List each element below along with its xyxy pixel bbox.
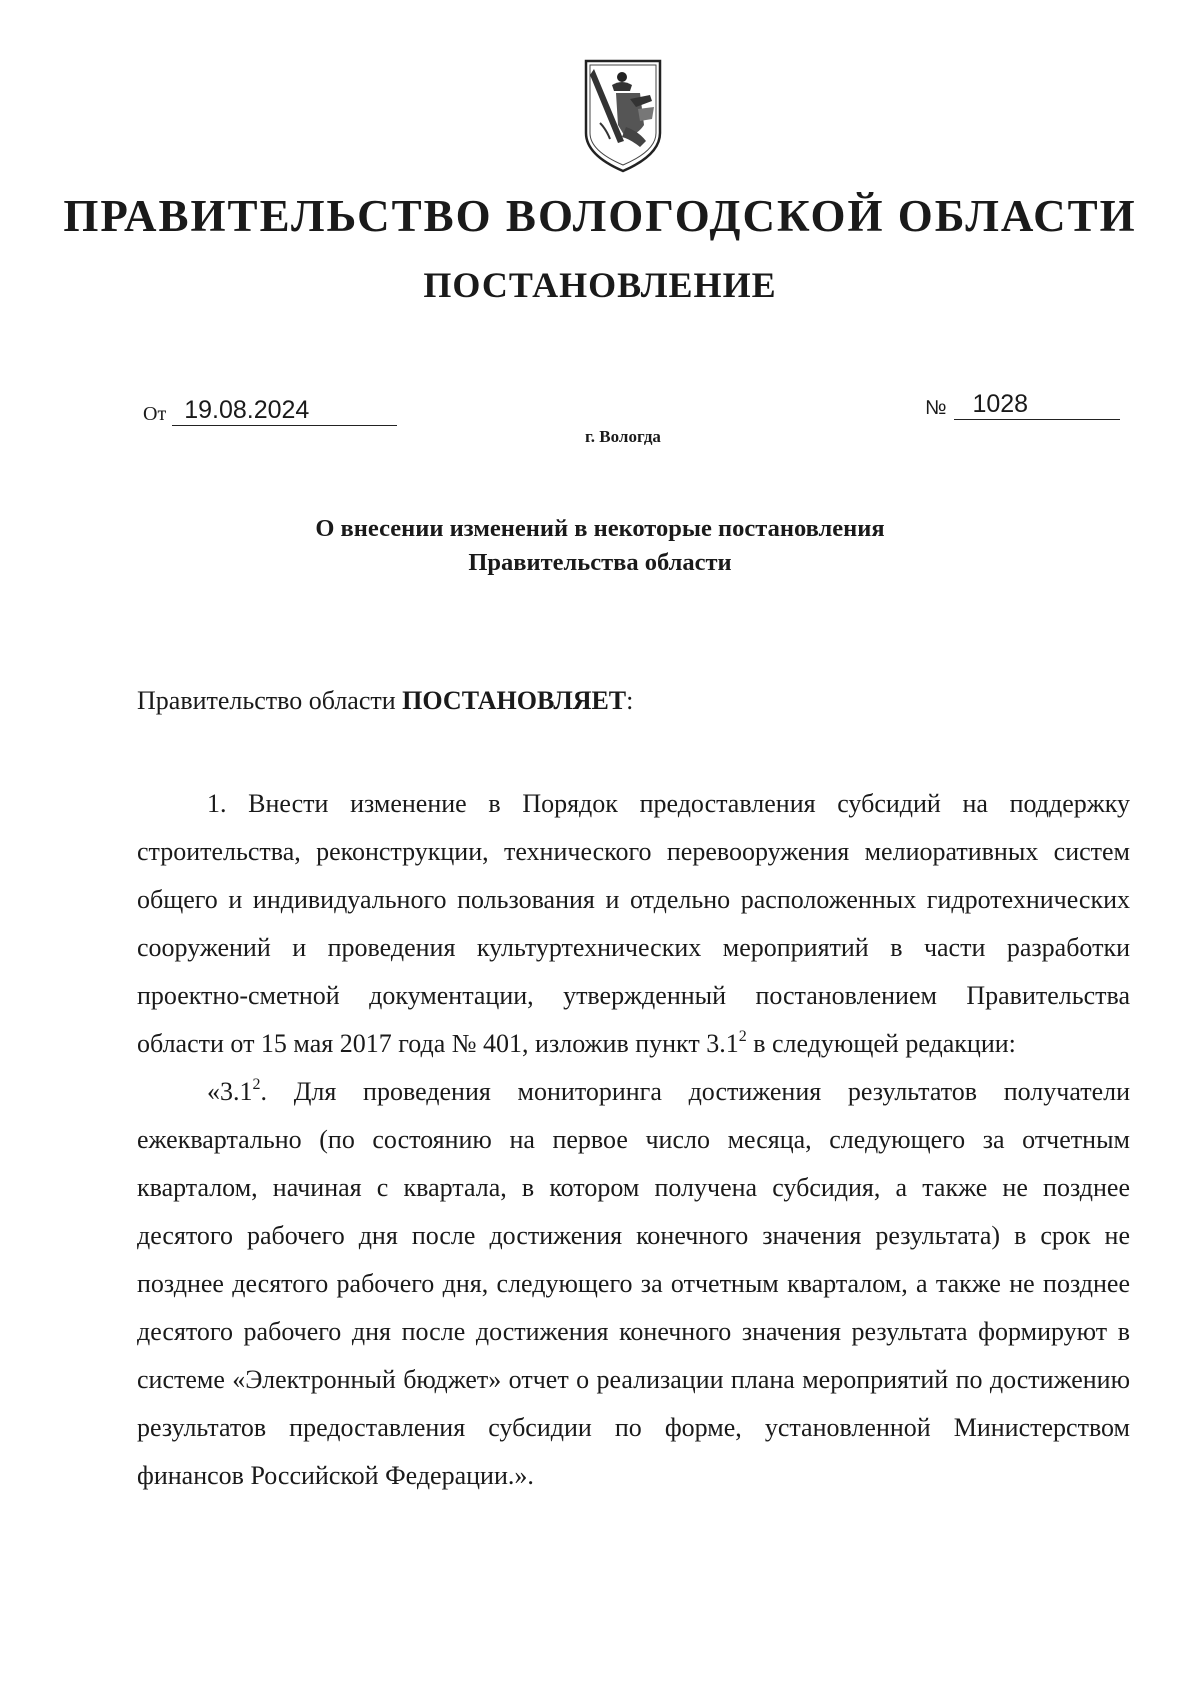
paragraph-1-tail: в следующей редакции: [746, 1029, 1016, 1058]
preamble [137, 686, 633, 716]
document-type: ПОСТАНОВЛЕНИЕ [423, 265, 777, 305]
preamble-keyword: ПОСТАНОВЛЯЕТ [402, 686, 627, 715]
document-number [925, 390, 1120, 420]
paragraph-2-lead: «3.1 [207, 1077, 253, 1106]
number-prefix: № [925, 397, 947, 419]
government-title: ПРАВИТЕЛЬСТВО ВОЛОГОДСКОЙ ОБЛАСТИ [63, 191, 1137, 241]
paragraph-1-text: 1. Внести изменение в Порядок предоставления субсидий на поддержку строительства, реконструкции, технического перевооружения мелиоративных систем общего и индивидуального пользования и отдельно расположенных гидротехнических сооружений и проведения культуртехнических мероприятий в части разработки проектно-сметной документации, утвержденный постановлением Правительства области от 15 мая 2017 года № 401, изложив пункт 3.1 [137, 789, 1130, 1058]
date-value: 19.08.2024 [172, 396, 397, 426]
document-body [137, 780, 1130, 1500]
paragraph-1-superscript: 2 [738, 1028, 747, 1045]
city: г. Вологда [585, 427, 661, 446]
preamble-text: Правительство области [137, 686, 403, 715]
paragraph-1 [137, 780, 1130, 1068]
number-value: 1028 [954, 390, 1120, 420]
paragraph-2 [137, 1068, 1130, 1500]
document-date [143, 396, 397, 426]
coat-of-arms-icon [580, 55, 666, 175]
preamble-colon: : [626, 686, 634, 715]
subject-line-2: Правительства области [468, 549, 732, 576]
document-subject [0, 512, 1200, 580]
paragraph-2-superscript: 2 [252, 1076, 261, 1093]
date-prefix: От [143, 403, 167, 425]
paragraph-2-text: . Для проведения мониторинга достижения результатов получатели ежеквартально (по состоянию на первое число месяца, следующего за отчетным кварталом, начиная с квартала, в котором получена субсидия, а также не позднее десятого рабочего дня после достижения конечного значения результата) в срок не позднее десятого рабочего дня, следующего за отчетным кварталом, а также не позднее десятого рабочего дня после достижения конечного значения результата формируют в системе «Электронный бюджет» отчет о реализации плана мероприятий по достижению результатов предоставления субсидии по форме, установленной Министерством финансов Российской Федерации.». [137, 1077, 1130, 1490]
subject-line-1: О внесении изменений в некоторые постановления [315, 515, 885, 542]
